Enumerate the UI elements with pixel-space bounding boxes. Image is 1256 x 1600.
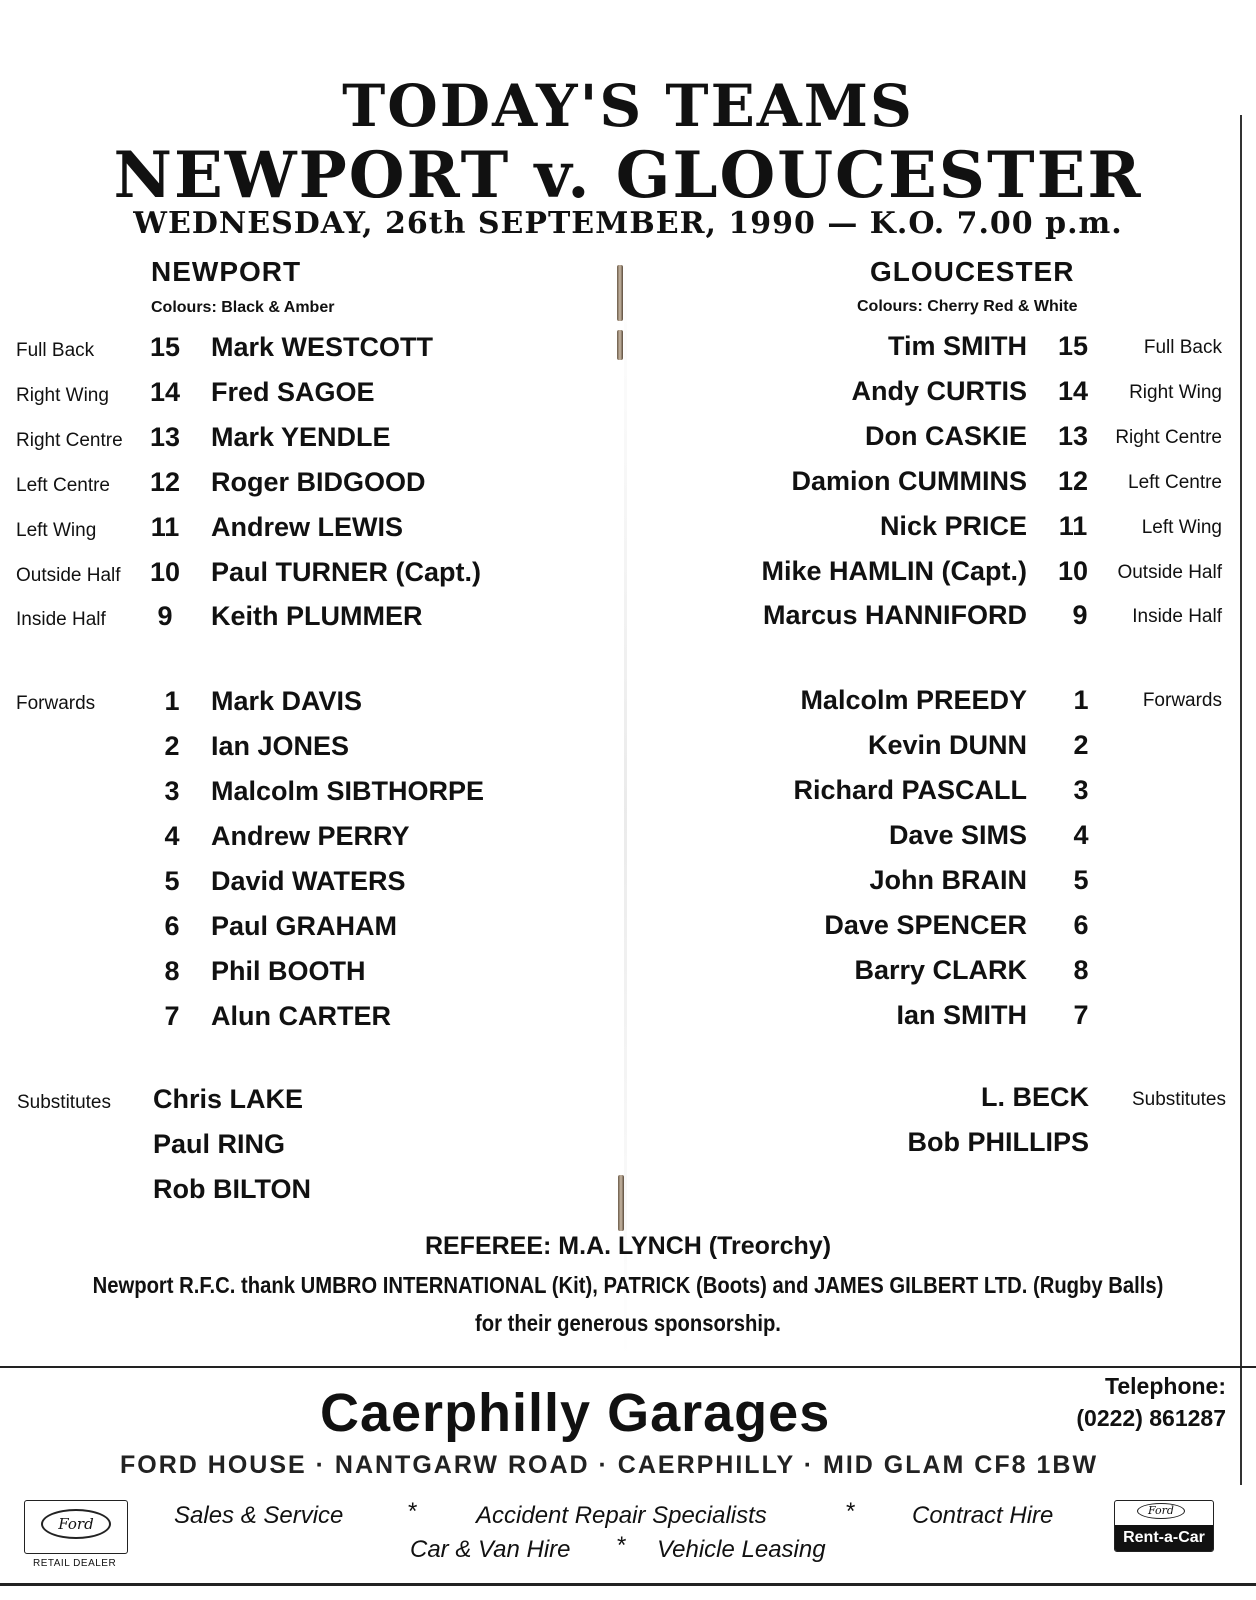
home-player-name: Andrew PERRY — [211, 821, 410, 851]
home-jersey-number: 2 — [164, 731, 180, 761]
away-jersey-number: 5 — [1073, 865, 1089, 895]
home-jersey-number: 13 — [149, 422, 181, 452]
away-position-label: Inside Half — [1132, 606, 1222, 627]
home-jersey-number: 5 — [164, 866, 180, 896]
home-sub-name: Rob BILTON — [153, 1174, 311, 1204]
away-player-name: Ian SMITH — [896, 1000, 1027, 1030]
advert-service: Accident Repair Specialists — [476, 1502, 767, 1529]
away-jersey-number: 6 — [1073, 910, 1089, 940]
home-subs-label: Substitutes — [17, 1092, 111, 1113]
home-jersey-number: 11 — [150, 512, 180, 542]
home-player-name: Mark YENDLE — [211, 422, 391, 452]
home-position-label: Right Centre — [16, 430, 123, 451]
home-jersey-number: 15 — [149, 332, 181, 362]
home-player-name: Mark WESTCOTT — [211, 332, 434, 362]
home-player-name: Fred SAGOE — [211, 377, 375, 407]
away-jersey-number: 12 — [1057, 466, 1089, 496]
right-border — [1240, 115, 1242, 1485]
rent-a-car-caption: Rent-a-Car — [1115, 1525, 1213, 1551]
home-jersey-number: 9 — [157, 601, 173, 631]
home-player-name: Malcolm SIBTHORPE — [211, 776, 485, 806]
staple-top — [617, 265, 623, 321]
away-position-label: Left Wing — [1141, 517, 1222, 538]
home-jersey-number: 10 — [149, 557, 181, 587]
advert-telephone-label: Telephone: — [1105, 1373, 1226, 1399]
home-player-name: Andrew LEWIS — [211, 512, 404, 542]
away-jersey-number: 3 — [1073, 775, 1089, 805]
home-player-name: Keith PLUMMER — [211, 601, 423, 631]
advert-service: Vehicle Leasing — [657, 1536, 826, 1563]
home-forwards-label: Forwards — [16, 693, 96, 714]
sponsor-thanks-continued: for their generous sponsorship. — [475, 1310, 781, 1336]
away-player-name: Mike HAMLIN (Capt.) — [761, 556, 1027, 586]
home-jersey-number: 3 — [164, 776, 180, 806]
page-bottom-border — [0, 1583, 1256, 1586]
away-position-label: Full Back — [1143, 337, 1222, 358]
home-jersey-number: 12 — [149, 467, 181, 497]
home-position-label: Left Centre — [16, 475, 110, 496]
away-player-name: Damion CUMMINS — [791, 466, 1027, 496]
away-player-name: Kevin DUNN — [867, 730, 1027, 760]
ford-retail-dealer-caption: RETAIL DEALER — [33, 1558, 117, 1569]
home-position-label: Inside Half — [16, 609, 106, 630]
advert-separator: * — [407, 1498, 417, 1525]
away-jersey-number: 7 — [1073, 1000, 1089, 1030]
home-position-label: Full Back — [16, 340, 95, 361]
advert-business-name: Caerphilly Garages — [320, 1383, 831, 1443]
home-jersey-number: 14 — [149, 377, 181, 407]
home-player-name: Mark DAVIS — [211, 686, 363, 716]
away-subs-label: Substitutes — [1132, 1089, 1226, 1110]
home-jersey-number: 8 — [164, 956, 180, 986]
away-team-colours: Colours: Cherry Red & White — [857, 298, 1078, 315]
home-player-name: Paul GRAHAM — [211, 911, 398, 941]
away-jersey-number: 9 — [1072, 600, 1088, 630]
home-position-label: Right Wing — [16, 385, 109, 406]
away-jersey-number: 2 — [1073, 730, 1089, 760]
title-todays-teams: TODAY'S TEAMS — [342, 72, 914, 140]
away-player-name: Tim SMITH — [887, 331, 1027, 361]
away-position-label: Right Centre — [1115, 427, 1222, 448]
away-jersey-number: 4 — [1073, 820, 1089, 850]
title-fixture: NEWPORT v. GLOUCESTER — [113, 138, 1143, 213]
away-jersey-number: 14 — [1057, 376, 1089, 406]
page-fold — [624, 260, 627, 1360]
away-player-name: Nick PRICE — [879, 511, 1027, 541]
ford-oval-icon: Ford — [1137, 1503, 1185, 1519]
away-jersey-number: 15 — [1057, 331, 1089, 361]
away-jersey-number: 11 — [1058, 511, 1088, 541]
away-jersey-number: 13 — [1057, 421, 1089, 451]
referee: REFEREE: M.A. LYNCH (Treorchy) — [424, 1232, 832, 1260]
home-position-label: Outside Half — [16, 565, 121, 586]
away-player-name: John BRAIN — [869, 865, 1027, 895]
advert-separator: * — [845, 1498, 855, 1525]
advert-service: Contract Hire — [912, 1502, 1054, 1529]
home-jersey-number: 4 — [164, 821, 180, 851]
home-player-name: Ian JONES — [211, 731, 350, 761]
ford-rent-a-car-logo — [1114, 1500, 1214, 1552]
ford-oval-icon: Ford — [41, 1509, 111, 1539]
home-sub-name: Paul RING — [153, 1129, 286, 1159]
home-jersey-number: 6 — [164, 911, 180, 941]
away-forwards-label: Forwards — [1142, 690, 1222, 711]
home-sub-name: Chris LAKE — [153, 1084, 304, 1114]
away-position-label: Outside Half — [1117, 562, 1222, 583]
sponsor-thanks: Newport R.F.C. thank UMBRO INTERNATIONAL (Kit), PATRICK (Boots) and JAMES GILBERT LTD. (Rugby Balls) — [92, 1272, 1164, 1298]
home-position-label: Left Wing — [16, 520, 97, 541]
staple-top-lower — [617, 330, 623, 360]
away-player-name: Marcus HANNIFORD — [762, 600, 1027, 630]
home-player-name: Paul TURNER (Capt.) — [211, 557, 481, 587]
advert-service: Car & Van Hire — [410, 1536, 571, 1563]
advert-address: FORD HOUSE · NANTGARW ROAD · CAERPHILLY · MID GLAM CF8 1BW — [120, 1451, 1099, 1479]
home-team-colours: Colours: Black & Amber — [151, 299, 335, 316]
advert-separator: * — [616, 1532, 626, 1559]
home-player-name: Roger BIDGOOD — [211, 467, 426, 497]
ford-retail-dealer-logo — [24, 1500, 128, 1554]
away-player-name: Dave SPENCER — [824, 910, 1027, 940]
title-date-kickoff: WEDNESDAY, 26th SEPTEMBER, 1990 — K.O. 7.00 p.m. — [133, 206, 1123, 241]
staple-bottom — [618, 1175, 624, 1231]
home-player-name: Alun CARTER — [211, 1001, 391, 1031]
away-jersey-number: 1 — [1073, 685, 1089, 715]
home-jersey-number: 1 — [164, 686, 180, 716]
advert-telephone-number: (0222) 861287 — [1076, 1405, 1226, 1431]
away-player-name: Barry CLARK — [854, 955, 1027, 985]
home-team-name: NEWPORT — [151, 256, 302, 287]
advert-service: Sales & Service — [174, 1502, 344, 1529]
away-sub-name: Bob PHILLIPS — [907, 1127, 1089, 1157]
away-player-name: Don CASKIE — [865, 421, 1027, 451]
away-player-name: Richard PASCALL — [793, 775, 1027, 805]
away-player-name: Andy CURTIS — [851, 376, 1027, 406]
away-position-label: Left Centre — [1128, 472, 1222, 493]
home-player-name: David WATERS — [211, 866, 406, 896]
away-sub-name: L. BECK — [981, 1082, 1089, 1112]
away-team-name: GLOUCESTER — [870, 256, 1075, 287]
away-jersey-number: 8 — [1073, 955, 1089, 985]
home-jersey-number: 7 — [164, 1001, 180, 1031]
away-position-label: Right Wing — [1129, 382, 1222, 403]
advert-divider — [0, 1366, 1256, 1368]
home-player-name: Phil BOOTH — [211, 956, 366, 986]
away-jersey-number: 10 — [1057, 556, 1089, 586]
away-player-name: Dave SIMS — [888, 820, 1027, 850]
away-player-name: Malcolm PREEDY — [800, 685, 1027, 715]
